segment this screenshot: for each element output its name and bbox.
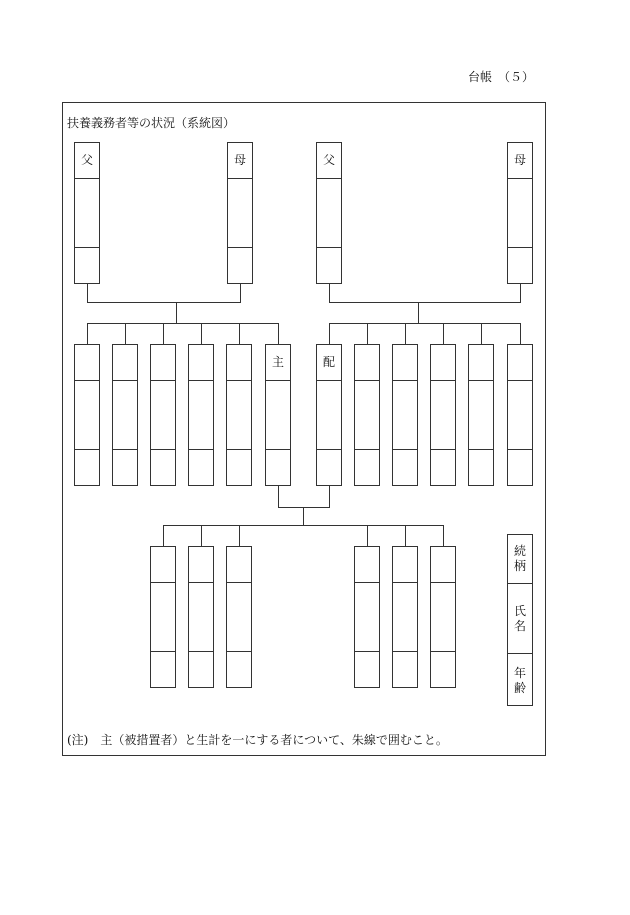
footnote: (注) 主（被措置者）と生計を一にする者について、朱線で囲むこと。 (67, 733, 448, 747)
mother-label: 母 (233, 153, 246, 167)
spouse-sibling-box (354, 344, 380, 486)
child-box (430, 546, 456, 688)
paternal-mother-box (227, 142, 253, 284)
spouse-box (316, 344, 342, 486)
legend-name: 氏 名 (513, 604, 526, 633)
child-box (226, 546, 252, 688)
section-title: 扶養義務者等の状況（系統図） (67, 116, 236, 130)
principal-label: 主 (271, 355, 284, 369)
mother-label: 母 (513, 153, 526, 167)
child-box (188, 546, 214, 688)
sibling-box (74, 344, 100, 486)
father-label: 父 (80, 153, 93, 167)
principal-box (265, 344, 291, 486)
spouse-label: 配 (322, 355, 335, 369)
legend-box (507, 534, 533, 706)
child-box (150, 546, 176, 688)
sibling-box (112, 344, 138, 486)
spouse-sibling-box (392, 344, 418, 486)
spouse-sibling-box (507, 344, 533, 486)
maternal-mother-box (507, 142, 533, 284)
spouse-sibling-box (468, 344, 494, 486)
spouse-sibling-box (430, 344, 456, 486)
paternal-father-box (74, 142, 100, 284)
child-box (354, 546, 380, 688)
sibling-box (226, 344, 252, 486)
ledger-header: 台帳 （５） (467, 70, 534, 84)
sibling-box (150, 344, 176, 486)
sibling-box (188, 344, 214, 486)
legend-age: 年 齢 (513, 666, 526, 695)
legend-relationship: 続 柄 (513, 544, 526, 573)
father-label: 父 (322, 153, 335, 167)
maternal-father-box (316, 142, 342, 284)
child-box (392, 546, 418, 688)
